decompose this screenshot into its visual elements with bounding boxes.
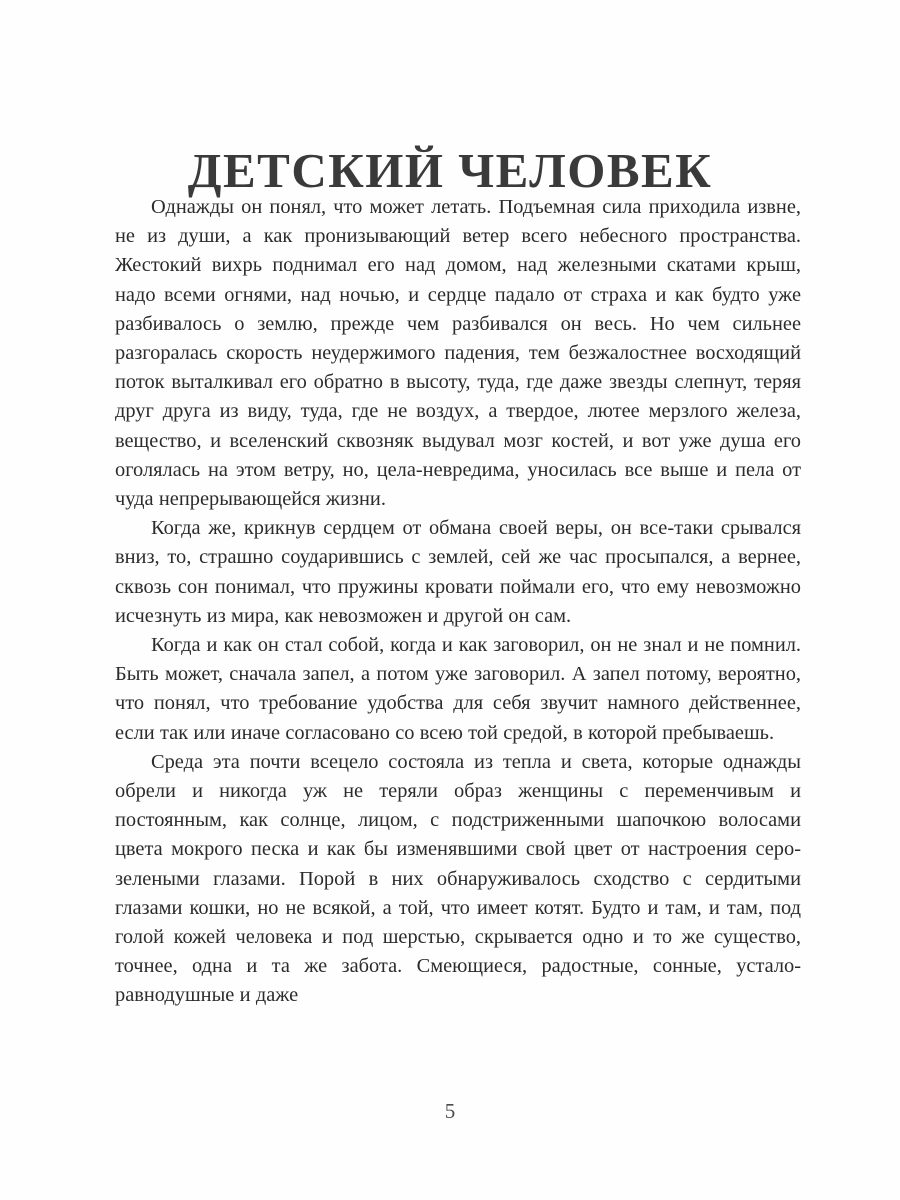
page-number: 5: [444, 1099, 456, 1123]
body-paragraph: Однажды он понял, что может летать. Подъемная сила приходила извне, не из души, а как пронизывающий ветер всего небесного пространства. Жестокий вихрь поднимал его над домом, над железными скатами крыш, надо всеми огнями, над ночью, и сердце падало от страха и как будто уже разбивалось о землю, прежде чем разбивался он весь. Но чем сильнее разгоралась скорость неудержимого падения, тем безжалостнее восходящий поток выталкивал его обратно в высоту, туда, где даже звезды слепнут, теряя друг друга из виду, туда, где не воздух, а твердое, лютее мерзлого железа, вещество, и вселенский сквозняк выдувал мозг костей, и вот уже душа его оголялась на этом ветру, но, цела-невредима, уносилась все выше и пела от чуда непрерывающейся жизни.: [115, 196, 801, 511]
body-paragraph: Когда и как он стал собой, когда и как заговорил, он не знал и не помнил. Быть может, сначала запел, а потом уже заговорил. А запел потому, вероятно, что понял, что требование удобства для себя звучит намного действеннее, если так или иначе согласовано со всею той средой, в которой пребываешь.: [115, 634, 801, 744]
page-title: ДЕТСКИЙ ЧЕЛОВЕК: [187, 142, 713, 198]
body-text-block: [115, 193, 801, 1011]
body-paragraph: Среда эта почти всецело состояла из тепла и света, которые однажды обрели и никогда уж не теряли образ женщины с переменчивым и постоянным, как солнце, лицом, с подстриженными шапочкою волосами цвета мокрого песка и как бы изменявшими свой цвет от настроения серо-зелеными глазами. Порой в них обнаруживалось сходство с сердитыми глазами кошки, но не всякой, а той, что имеет котят. Будто и там, и там, под голой кожей человека и под шерстью, скрывается одно и то же существо, точнее, одна и та же забота. Смеющиеся, радостные, сонные, устало-равнодушные и даже: [115, 750, 801, 1007]
body-paragraph: Когда же, крикнув сердцем от обмана своей веры, он все-таки срывался вниз, то, страшно соударившись с землей, сей же час просыпался, а вернее, сквозь сон понимал, что пружины кровати поймали его, что ему невозможно исчезнуть из мира, как невозможен и другой он сам.: [115, 517, 801, 627]
